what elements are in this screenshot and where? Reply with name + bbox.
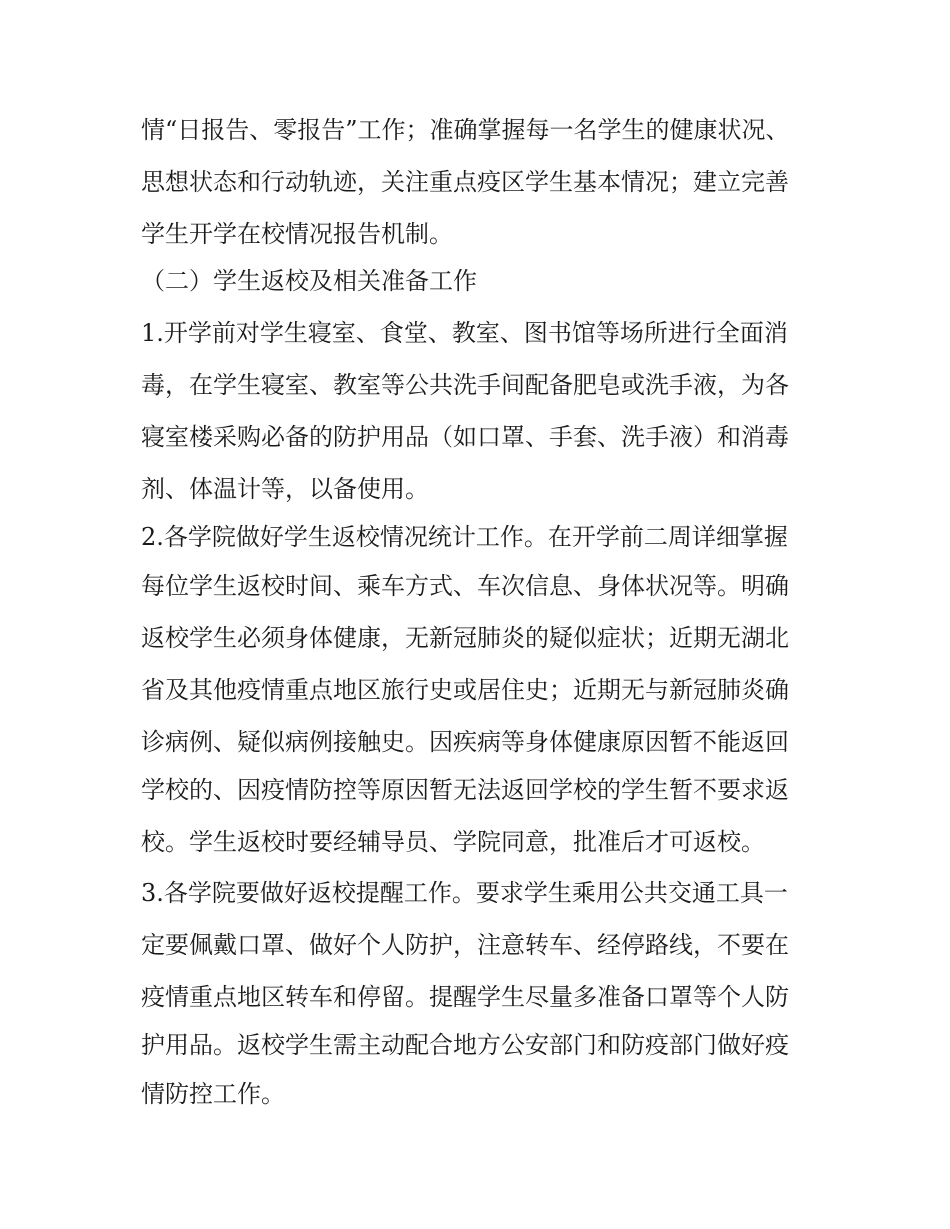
text-line: 定要佩戴口罩、做好个人防护，注意转车、经停路线，不要在 xyxy=(141,931,789,959)
text-line: 3.各学院要做好返校提醒工作。要求学生乘用公共交通工具一 xyxy=(141,879,788,907)
text-line: 剂、体温计等，以备使用。 xyxy=(141,475,429,503)
text-line: 情防控工作。 xyxy=(141,1080,285,1108)
text-line: 护用品。返校学生需主动配合地方公安部门和防疫部门做好疫 xyxy=(141,1031,789,1059)
text-line: 校。学生返校时要经辅导员、学院同意，批准后才可返校。 xyxy=(141,828,765,856)
text-line: 学生开学在校情况报告机制。 xyxy=(141,220,453,248)
text-line: 疫情重点地区转车和停留。提醒学生尽量多准备口罩等个人防 xyxy=(141,983,789,1011)
text-line: 返校学生必须身体健康，无新冠肺炎的疑似症状；近期无湖北 xyxy=(141,624,789,652)
text-line: 1.开学前对学生寝室、食堂、教室、图书馆等场所进行全面消 xyxy=(141,319,788,347)
text-line: 寝室楼采购必备的防护用品（如口罩、手套、洗手液）和消毒 xyxy=(141,423,789,451)
text-line: 学校的、因疫情防控等原因暂无法返回学校的学生暂不要求返 xyxy=(141,776,789,804)
text-line: 每位学生返校时间、乘车方式、车次信息、身体状况等。明确 xyxy=(141,572,789,600)
text-line: 思想状态和行动轨迹，关注重点疫区学生基本情况；建立完善 xyxy=(141,168,789,196)
text-line: 省及其他疫情重点地区旅行史或居住史；近期无与新冠肺炎确 xyxy=(141,676,789,704)
text-line: 2.各学院做好学生返校情况统计工作。在开学前二周详细掌握 xyxy=(141,523,788,551)
text-line: 诊病例、疑似病例接触史。因疾病等身体健康原因暂不能返回 xyxy=(141,728,789,756)
text-line: 情“日报告、零报告”工作；准确掌握每一名学生的健康状况、 xyxy=(141,116,790,144)
section-heading: （二）学生返校及相关准备工作 xyxy=(141,267,477,295)
text-line: 毒，在学生寝室、教室等公共洗手间配备肥皂或洗手液，为各 xyxy=(141,371,789,399)
